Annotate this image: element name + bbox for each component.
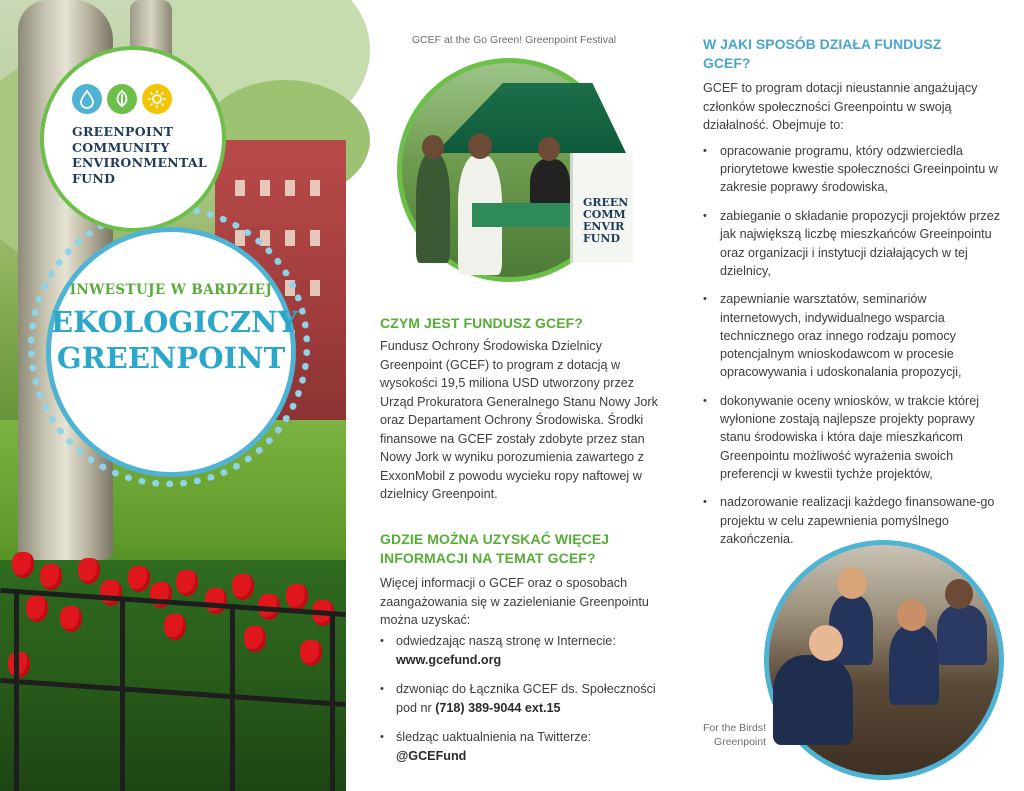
list-item-text: dzwoniąc do Łącznika GCEF ds. Społeczności pod nr: [396, 682, 656, 715]
list-item: • zabieganie o składanie propozycji projektów przez jak największą liczbę mieszkańców Greeinpointu oraz organizacji i instytucji działających w tej dzielnicy,: [703, 207, 1003, 280]
child-figure: [937, 605, 987, 665]
right-panel: [682, 0, 1024, 791]
water-drop-icon: [72, 84, 102, 114]
fence-post: [120, 598, 125, 791]
child-head: [945, 579, 973, 609]
heading-line: W JAKI SPOSÓB DZIAŁA FUNDUSZ: [703, 36, 942, 52]
activities-list: [703, 142, 1003, 559]
list-item-text: śledząc uaktualnienia na Twitterze:: [396, 730, 592, 744]
section-body-more-info: Więcej informacji o GCEF oraz o sposobach zaangażowania się w zazielenianie Greenpointu można uzyskać:: [380, 576, 649, 627]
festival-photo: [397, 58, 629, 282]
list-item: • zapewnianie warsztatów, seminariów internetowych, indywidualnego wsparcia technicznego oraz innego rodzaju pomocy potencjalnym wnioskodawcom w procesie opracowywania i udoskonalania propozycji,: [703, 290, 1003, 381]
person-figure: [416, 153, 450, 263]
section-body-what-is: Fundusz Ochrony Środowiska Dzielnicy Greenpoint (GCEF) to program z dotacją w wysokości 19,5 miliona USD utworzony przez Urząd Prokuratora Generalnego Stanu Nowy Jork oraz Departament Ochrony Środowiska. Środki finansowe na GCEF zostały zdobyte przez stan Nowy Jork w wyniku porozumienia zawartego z ExxonMobil z powodu wycieku ropy naftowej w dzielnicy Greenpoint.: [380, 339, 658, 501]
list-item: • dokonywanie oceny wniosków, w trakcie której wyłonione zostają najlepsze projekty poprawy stanu środowiska i która daje mieszkańcom Greenpointu możliwość wyrażenia swoich preferencji w kwestii tychże projektów,: [703, 392, 1003, 483]
booth-sign: [570, 153, 633, 263]
list-item: • opracowanie programu, który odzwierciedla priorytetowe kwestie społeczności Greeinpointu w zakresie poprawy środowiska,: [703, 142, 1003, 197]
website-link[interactable]: www.gcefund.org: [396, 652, 502, 667]
logo-line: FUND: [72, 170, 116, 186]
photo-caption: GCEF at the Go Green! Greenpoint Festival: [411, 34, 617, 46]
heading-line: GDZIE MOŻNA UZYSKAĆ WIĘCEJ: [380, 531, 610, 547]
contact-list: [380, 632, 665, 776]
middle-panel: [346, 0, 682, 791]
cover-photo-panel: [0, 0, 346, 791]
fence-post: [330, 614, 335, 791]
list-item: [380, 680, 665, 717]
children-gardening-photo: [764, 540, 1004, 780]
caption-line: Greenpoint: [714, 736, 766, 748]
cover-title-line: GREENPOINT: [56, 341, 286, 375]
leaf-icon: [107, 84, 137, 114]
booth-table: [472, 203, 582, 227]
list-item: • nadzorowanie realizacji każdego finansowane-go projektu w celu zapewnienia pomyślnego zakończenia.: [703, 493, 1003, 548]
title-badge: [46, 227, 299, 477]
booth-sign-line: COMM: [583, 208, 626, 221]
list-item: [380, 632, 665, 669]
logo-line: GREENPOINT: [72, 124, 174, 139]
sun-icon: [142, 84, 172, 114]
heading-line: GCEF?: [703, 55, 751, 71]
cover-title-line: EKOLOGICZNY: [51, 305, 299, 339]
person-head: [468, 133, 492, 159]
fence-post: [14, 590, 19, 791]
person-head: [538, 137, 560, 161]
booth-sign-line: FUND: [583, 232, 620, 245]
twitter-handle[interactable]: @GCEFund: [396, 748, 467, 763]
cover-title: [51, 304, 299, 376]
section-heading-what-is: CZYM JEST FUNDUSZ GCEF?: [380, 315, 583, 331]
list-item-text: odwiedzając naszą stronę w Internecie:: [396, 634, 616, 648]
section-heading-more-info: [380, 530, 609, 568]
child-head: [809, 625, 843, 661]
logo-icons: [72, 84, 172, 114]
fence-post: [230, 606, 235, 791]
child-figure: [889, 625, 939, 705]
child-figure: [773, 655, 853, 745]
logo-line: COMMUNITY: [72, 139, 170, 155]
caption-line: For the Birds!: [702, 722, 766, 734]
person-head: [422, 135, 444, 159]
logo-badge: [40, 46, 226, 232]
photo-caption: [682, 721, 766, 749]
logo-line: ENVIRONMENTAL: [72, 155, 207, 170]
logo-wordmark: [72, 124, 222, 186]
list-item: [380, 728, 665, 765]
phone-number: (718) 389-9044 ext.15: [435, 700, 561, 715]
cover-tagline: INWESTUJE W BARDZIEJ: [69, 282, 273, 298]
child-head: [897, 599, 927, 631]
booth-sign-text: [583, 197, 628, 245]
booth-sign-line: GREEN: [583, 196, 629, 209]
heading-line: INFORMACJI NA TEMAT GCEF?: [380, 550, 596, 566]
child-head: [837, 567, 867, 599]
booth-sign-line: ENVIR: [583, 220, 625, 233]
section-heading-how-it-works: [703, 35, 1003, 73]
section-intro-how-it-works: GCEF to program dotacji nieustannie angażujący członków społeczności Greenpointu w swoją działalność. Obejmuje to:: [703, 81, 978, 132]
